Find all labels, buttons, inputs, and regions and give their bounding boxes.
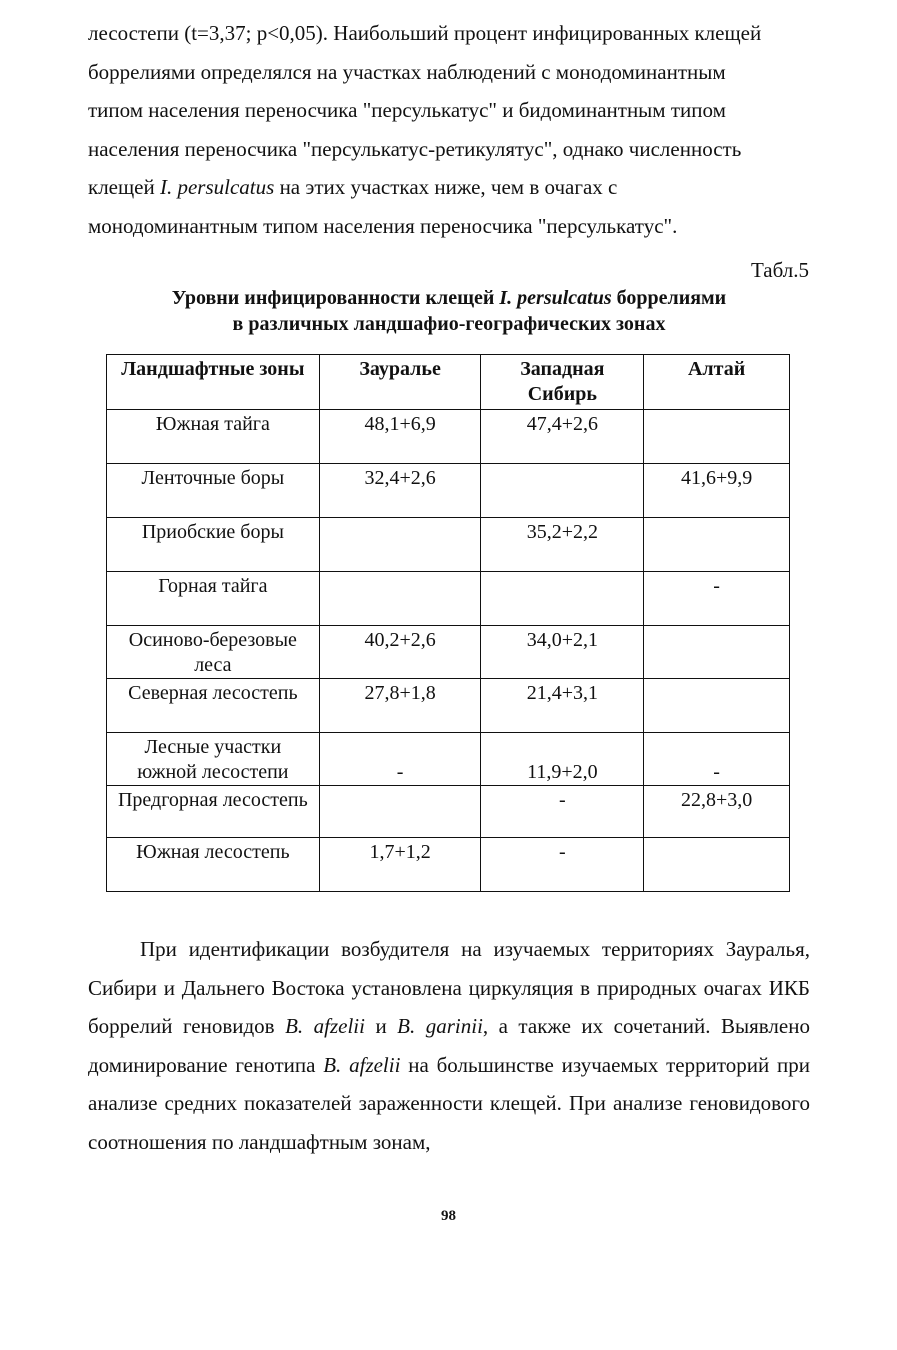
- text-line: боррелиями определялся на участках наблюдений с монодоминантным: [88, 59, 726, 84]
- value-cell: 21,4+3,1: [481, 679, 644, 733]
- value-cell: 32,4+2,6: [319, 464, 481, 518]
- table-row: [107, 464, 790, 518]
- value-cell: [319, 518, 481, 572]
- value-cell: [319, 786, 481, 838]
- zone-cell: Предгорная лесостепь: [107, 786, 320, 838]
- value-cell: -: [481, 838, 644, 892]
- value-cell: [481, 572, 644, 626]
- table-row: [107, 733, 790, 786]
- value-cell: 40,2+2,6: [319, 626, 481, 679]
- value-cell: -: [644, 733, 790, 786]
- column-header: Ландшафтные зоны: [107, 355, 320, 410]
- paragraph-top: [88, 14, 810, 245]
- text-fragment: клещей: [88, 175, 160, 199]
- text-fragment: на большинстве изучаемых территорий при анализе средних показателей зараженности клещей. При анализе геновидового соотношения по ландшафтным зонам,: [88, 1052, 810, 1154]
- column-header: Алтай: [644, 355, 790, 410]
- paragraph-bottom: [88, 930, 810, 1161]
- value-cell: 11,9+2,0: [481, 733, 644, 786]
- species-name: I. persulcatus: [159, 175, 275, 199]
- value-cell: [644, 626, 790, 679]
- value-cell: -: [319, 733, 481, 786]
- species-name: B. garinii: [397, 1014, 483, 1038]
- value-cell: 1,7+1,2: [319, 838, 481, 892]
- value-cell: 47,4+2,6: [481, 410, 644, 464]
- text-fragment: на этих участках ниже, чем в очагах с: [274, 175, 618, 199]
- value-cell: 22,8+3,0: [644, 786, 790, 838]
- table-row: [107, 786, 790, 838]
- table-header-row: [107, 355, 790, 410]
- value-cell: [481, 464, 644, 518]
- column-header: Западная Сибирь: [481, 355, 644, 410]
- text-fragment: боррелиями: [611, 287, 727, 309]
- page-number: 98: [441, 1208, 456, 1224]
- table-row: [107, 679, 790, 733]
- zone-cell: Приобские боры: [107, 518, 320, 572]
- text-line: населения переносчика "персулькатус-ретикулятус", однако численность: [88, 136, 742, 161]
- value-cell: 35,2+2,2: [481, 518, 644, 572]
- zone-cell: Северная лесостепь: [107, 679, 320, 733]
- value-cell: 48,1+6,9: [319, 410, 481, 464]
- table-row: [107, 572, 790, 626]
- text-line: лесостепи (t=3,37; p<0,05). Наибольший процент инфицированных клещей: [88, 21, 762, 45]
- text-fragment: Уровни инфицированности клещей: [171, 287, 500, 309]
- value-cell: 34,0+2,1: [481, 626, 644, 679]
- value-cell: [644, 679, 790, 733]
- zone-cell: Южная тайга: [107, 410, 320, 464]
- table-row: [107, 626, 790, 679]
- value-cell: [644, 838, 790, 892]
- value-cell: [644, 518, 790, 572]
- zone-cell: Лесные участки южной лесостепи: [107, 733, 320, 786]
- value-cell: [644, 410, 790, 464]
- zone-cell: Ленточные боры: [107, 464, 320, 518]
- table-title-line: [88, 285, 810, 311]
- column-header: Зауралье: [319, 355, 481, 410]
- value-cell: 27,8+1,8: [319, 679, 481, 733]
- table-label: Табл.5: [750, 258, 809, 282]
- text-fragment: и: [364, 1014, 398, 1038]
- table-row: [107, 838, 790, 892]
- zone-cell: Осиново-березовые леса: [107, 626, 320, 679]
- species-name: B. afzelii: [285, 1014, 365, 1038]
- text-line: [88, 168, 810, 207]
- text-line: монодоминантным типом населения переносчика "персулькатус".: [88, 213, 678, 238]
- zone-cell: Горная тайга: [107, 572, 320, 626]
- species-name: B. afzelii: [323, 1052, 401, 1077]
- value-cell: -: [481, 786, 644, 838]
- species-name: I. persulcatus: [499, 287, 612, 309]
- table-title-line: в различных ландшафио-географических зонах: [232, 313, 666, 335]
- table-row: [107, 410, 790, 464]
- value-cell: 41,6+9,9: [644, 464, 790, 518]
- paragraph-text: [88, 930, 810, 1161]
- value-cell: [319, 572, 481, 626]
- infection-table: [106, 354, 790, 892]
- text-fragment: , а также их сочетаний. Выявлено доминирование генотипа: [88, 1014, 810, 1077]
- table-row: [107, 518, 790, 572]
- text-fragment: При идентификации возбудителя на изучаемых территориях Зауралья, Сибири и Дальнего Востока установлена циркуляция в природных очагах ИКБ боррелий геновидов: [88, 937, 810, 1038]
- zone-cell: Южная лесостепь: [107, 838, 320, 892]
- value-cell: -: [644, 572, 790, 626]
- table-title: [88, 285, 810, 337]
- text-line: типом населения переносчика "персулькатус" и бидоминантным типом: [88, 98, 726, 122]
